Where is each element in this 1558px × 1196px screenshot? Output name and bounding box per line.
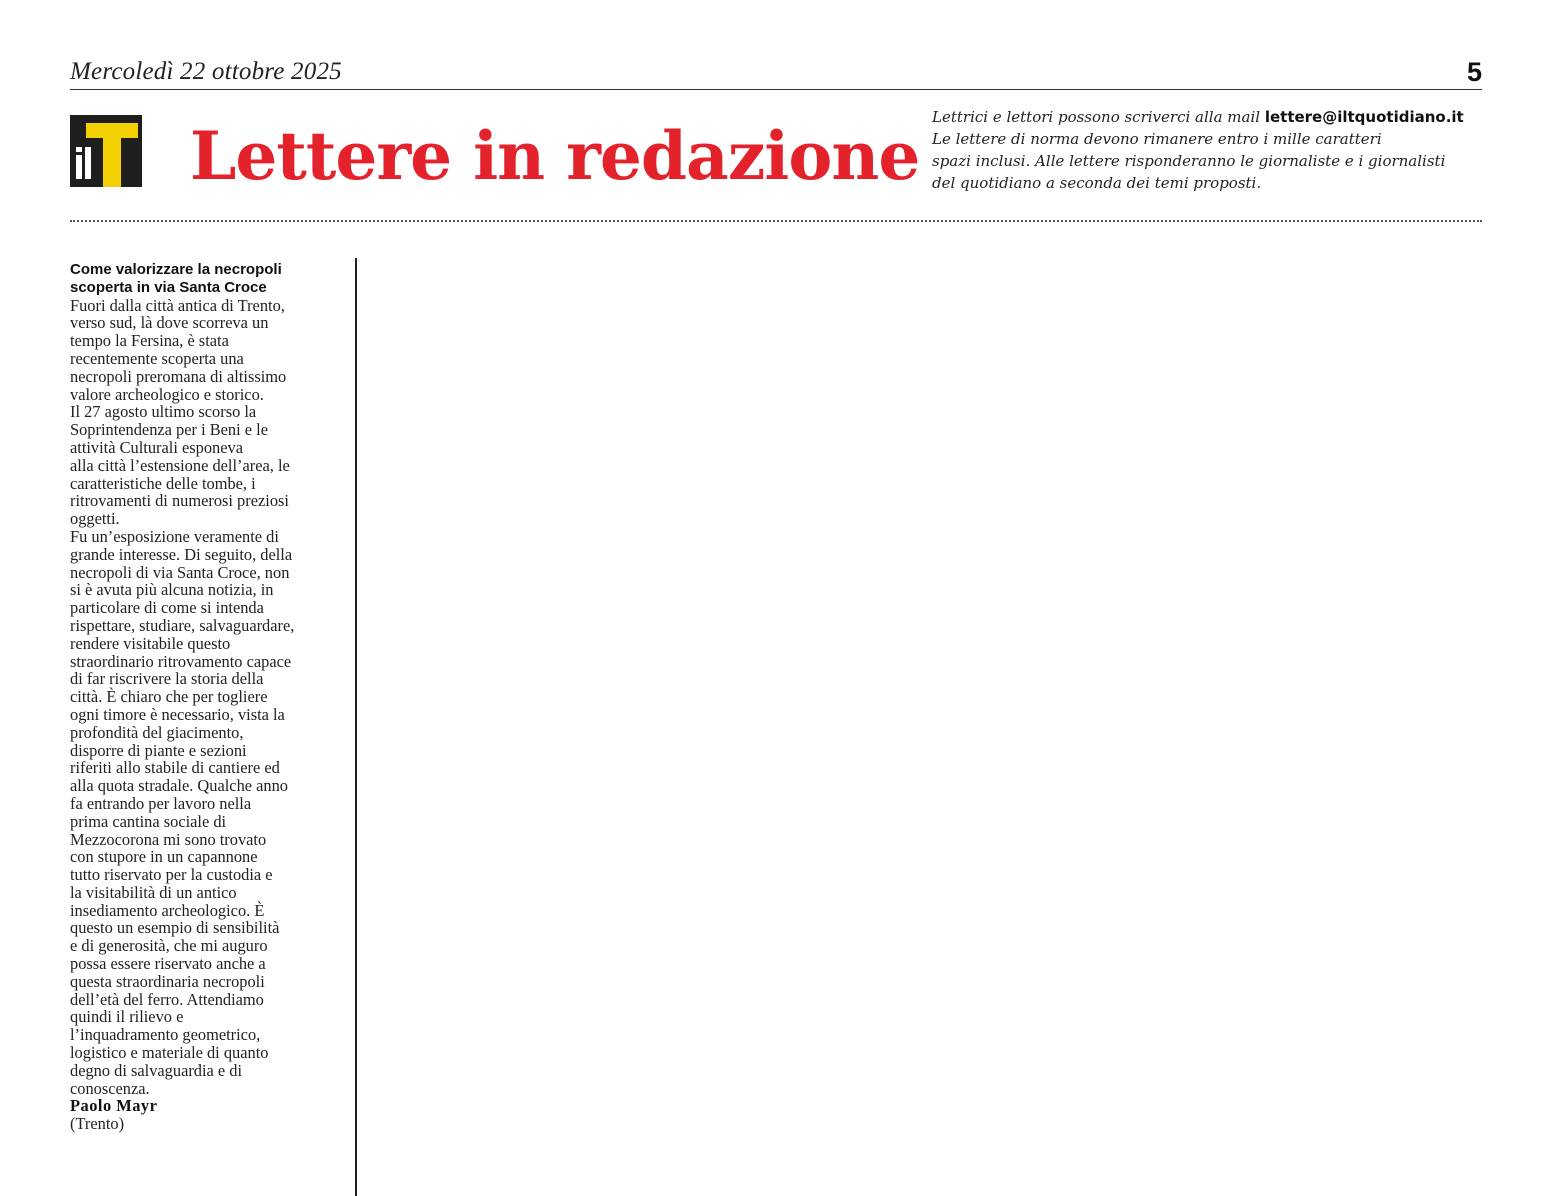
body-line: Il 27 agosto ultimo scorso la xyxy=(70,402,257,422)
intro-line-1 xyxy=(932,106,1492,128)
body-line: necropoli preromana di altissimo xyxy=(70,366,287,386)
letter-article xyxy=(70,261,342,1133)
body-line: rendere visitabile questo xyxy=(70,633,231,653)
body-line: con stupore in un capannone xyxy=(70,847,258,867)
body-line: Fuori dalla città antica di Trento, xyxy=(70,295,285,315)
body-line: Fu un’esposizione veramente di xyxy=(70,526,279,546)
body-line: riferiti allo stabile di cantiere ed xyxy=(70,758,280,778)
intro-line-2: Le lettere di norma devono rimanere entro i mille caratteri xyxy=(932,130,1382,148)
body-line: ritrovamenti di numerosi preziosi xyxy=(70,491,289,511)
body-line: degno di salvaguardia e di xyxy=(70,1060,243,1080)
body-line: tempo la Fersina, è stata xyxy=(70,331,229,351)
body-line: questo un esempio di sensibilità xyxy=(70,918,280,938)
newspaper-logo xyxy=(70,115,142,187)
body-line: particolare di come si intenda xyxy=(70,598,264,618)
body-line: disporre di piante e sezioni xyxy=(70,740,247,760)
body-line: fa entrando per lavoro nella xyxy=(70,793,252,813)
body-line: valore archeologico e storico. xyxy=(70,384,264,404)
body-line: la visitabilità di un antico xyxy=(70,882,237,902)
body-line: conoscenza. xyxy=(70,1078,150,1098)
letter-body xyxy=(70,297,342,1098)
intro-line-4: del quotidiano a seconda dei temi proposti. xyxy=(932,174,1262,192)
body-line: tutto riservato per la custodia e xyxy=(70,865,273,885)
intro-line-3: spazi inclusi. Alle lettere risponderanno le giornaliste e i giornalisti xyxy=(932,152,1446,170)
body-line: Mezzocorona mi sono trovato xyxy=(70,829,267,849)
body-line: Soprintendenza per i Beni e le xyxy=(70,420,268,440)
body-line: ogni timore è necessario, vista la xyxy=(70,704,285,724)
header-rule xyxy=(70,89,1482,90)
body-line: questa straordinaria necropoli xyxy=(70,971,265,991)
column-divider xyxy=(355,258,357,1196)
body-line: alla città l’estensione dell’area, le xyxy=(70,455,290,475)
body-line: oggetti. xyxy=(70,509,120,529)
letter-author-place: (Trento) xyxy=(70,1114,125,1134)
intro-line-1-text: Lettrici e lettori possono scriverci alla mail xyxy=(932,108,1265,126)
section-title: Lettere in redazione xyxy=(190,117,920,195)
ilt-logo-icon xyxy=(70,115,142,187)
body-line: l’inquadramento geometrico, xyxy=(70,1025,261,1045)
body-line: città. È chiaro che per togliere xyxy=(70,687,268,707)
letter-author: Paolo Mayr xyxy=(70,1096,158,1116)
letter-headline xyxy=(70,261,342,297)
body-line: necropoli di via Santa Croce, non xyxy=(70,562,290,582)
body-line: rispettare, studiare, salvaguardare, xyxy=(70,615,295,635)
body-line: caratteristiche delle tombe, i xyxy=(70,473,256,493)
email-link[interactable]: lettere@iltquotidiano.it xyxy=(1264,108,1464,126)
body-line: e di generosità, che mi auguro xyxy=(70,936,268,956)
section-divider xyxy=(70,220,1482,222)
body-line: possa essere riservato anche a xyxy=(70,954,266,974)
body-line: straordinario ritrovamento capace xyxy=(70,651,292,671)
letters-intro xyxy=(932,106,1492,194)
headline-line: Come valorizzare la necropoli xyxy=(70,261,282,278)
body-line: logistico e materiale di quanto xyxy=(70,1043,269,1063)
body-line: recentemente scoperta una xyxy=(70,348,244,368)
body-line: alla quota stradale. Qualche anno xyxy=(70,776,288,796)
body-line: quindi il rilievo e xyxy=(70,1007,184,1027)
publication-date: Mercoledì 22 ottobre 2025 xyxy=(70,58,342,85)
body-line: di far riscrivere la storia della xyxy=(70,669,264,689)
body-line: attività Culturali esponeva xyxy=(70,437,243,457)
page-number: 5 xyxy=(1466,57,1482,87)
body-line: verso sud, là dove scorreva un xyxy=(70,313,269,333)
body-line: prima cantina sociale di xyxy=(70,811,227,831)
body-line: grande interesse. Di seguito, della xyxy=(70,544,293,564)
body-line: insediamento archeologico. È xyxy=(70,900,265,920)
body-line: profondità del giacimento, xyxy=(70,722,244,742)
body-line: si è avuta più alcuna notizia, in xyxy=(70,580,274,600)
body-line: dell’età del ferro. Attendiamo xyxy=(70,989,264,1009)
headline-line: scoperta in via Santa Croce xyxy=(70,278,267,296)
